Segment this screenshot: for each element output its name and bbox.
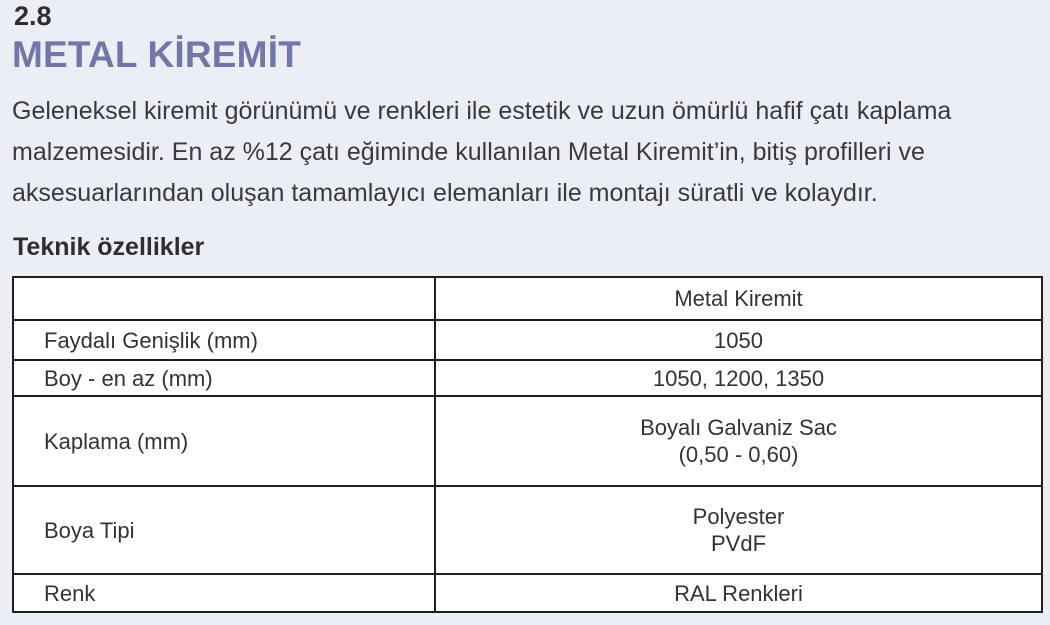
row-value	[435, 486, 1042, 574]
table-row	[13, 396, 1042, 486]
row-value-line: Polyester	[692, 504, 785, 529]
row-value-line: PVdF	[710, 531, 767, 556]
row-value-line: RAL Renkleri	[674, 580, 803, 606]
row-value	[435, 320, 1042, 360]
row-label: Kaplama (mm)	[13, 396, 435, 486]
row-label: Boy - en az (mm)	[13, 360, 435, 396]
row-value-line: Boyalı Galvaniz Sac	[640, 415, 837, 440]
page-title: METAL KİREMİT	[12, 34, 301, 75]
row-value-line: 1050	[714, 327, 763, 353]
table-row	[13, 486, 1042, 574]
table-row	[13, 360, 1042, 396]
table-row	[13, 574, 1042, 612]
row-value	[435, 360, 1042, 396]
row-label: Boya Tipi	[13, 486, 435, 574]
row-value	[435, 396, 1042, 486]
header-label-cell	[13, 277, 435, 320]
spec-table	[12, 276, 1043, 613]
row-label: Renk	[13, 574, 435, 612]
table-header-row	[13, 277, 1042, 320]
row-label: Faydalı Genişlik (mm)	[13, 320, 435, 360]
table-row	[13, 320, 1042, 360]
section-number: 2.8	[14, 1, 52, 31]
description-line: aksesuarlarından oluşan tamamlayıcı elemanları ile montajı süratli ve kolaydır.	[12, 179, 878, 207]
technical-heading: Teknik özellikler	[13, 233, 205, 261]
row-value-line: (0,50 - 0,60)	[678, 442, 799, 467]
header-value-cell: Metal Kiremit	[435, 277, 1042, 320]
description-line: malzemesidir. En az %12 çatı eğiminde kullanılan Metal Kiremit’in, bitiş profilleri ve	[12, 138, 925, 166]
description-paragraph	[12, 91, 1042, 214]
row-value	[435, 574, 1042, 612]
row-value-line: 1050, 1200, 1350	[652, 365, 825, 391]
description-line: Geleneksel kiremit görünümü ve renkleri ile estetik ve uzun ömürlü hafif çatı kaplama	[12, 97, 952, 125]
